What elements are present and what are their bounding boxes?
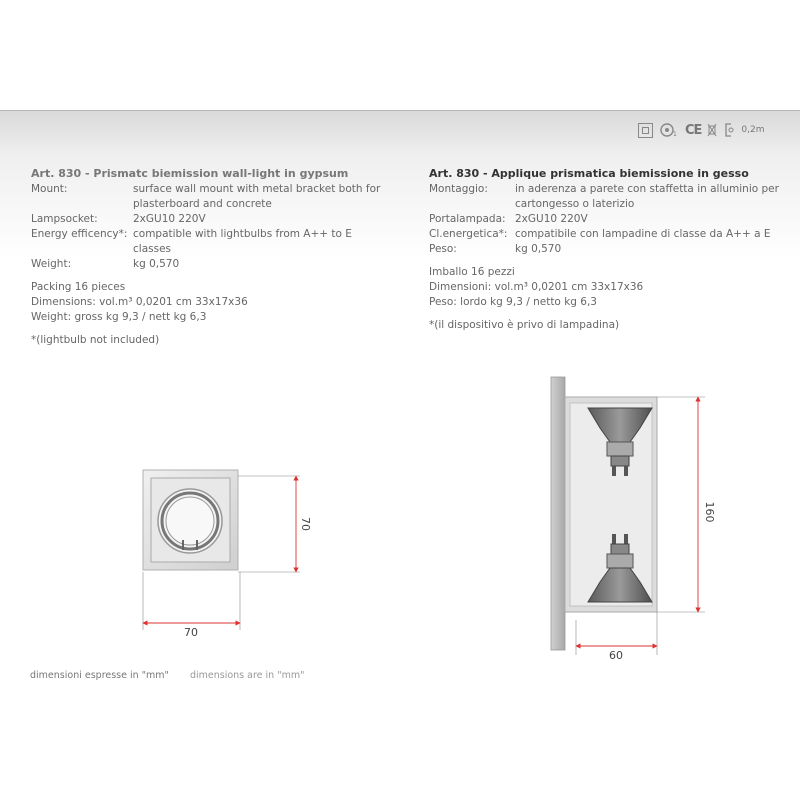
spec-value: kg 0,570	[133, 258, 180, 270]
spec-label: Portalampada:	[429, 213, 506, 225]
spec-label: Montaggio:	[429, 183, 488, 195]
side-depth-label: 60	[609, 649, 623, 662]
spec-value: compatibile con lampadine di classe da A++ a E	[515, 228, 771, 240]
front-view-drawing	[143, 470, 312, 639]
spec-label: Cl.energetica*:	[429, 228, 508, 240]
dimensions-text: Dimensioni: vol.m³ 0,0201 cm 33x17x36	[429, 281, 644, 293]
front-height-label: 70	[299, 517, 312, 531]
spec-label: Peso:	[429, 243, 457, 255]
side-view-drawing	[551, 377, 716, 662]
packing-text: Imballo 16 pezzi	[429, 266, 515, 278]
product-title-it: Art. 830 - Applique prismatica biemissione in gesso	[429, 167, 749, 180]
svg-text:1: 1	[673, 131, 677, 138]
units-note-it: dimensioni espresse in "mm"	[30, 670, 169, 681]
product-title-en: Art. 830 - Prismatc biemission wall-light in gypsum	[31, 167, 349, 180]
dimensions-text: Dimensions: vol.m³ 0,0201 cm 33x17x36	[31, 296, 248, 308]
spec-value: in aderenza a parete con staffetta in alluminio per cartongesso o laterizio	[515, 183, 779, 210]
spec-value: kg 0,570	[515, 243, 562, 255]
note-text: *(il dispositivo è privo di lampadina)	[429, 319, 620, 331]
weight-text: Weight: gross kg 9,3 / nett kg 6,3	[31, 311, 207, 323]
units-note-en: dimensions are in "mm"	[189, 670, 305, 681]
spec-label: Lampsocket:	[31, 213, 98, 225]
note-text: *(lightbulb not included)	[31, 334, 160, 346]
spec-label: Energy efficency*:	[31, 228, 128, 240]
ce-mark-icon: CE	[685, 122, 702, 138]
front-width-label: 70	[184, 626, 198, 639]
spec-value: 2xGU10 220V	[515, 213, 588, 225]
spec-value: 2xGU10 220V	[133, 213, 206, 225]
dimension-units-note	[30, 670, 322, 681]
spec-value: surface wall mount with metal bracket both for plasterboard and concrete	[133, 183, 381, 210]
side-height-label: 160	[703, 501, 716, 523]
min-distance-label: 0,2m	[741, 124, 765, 135]
packing-text: Packing 16 pieces	[31, 281, 126, 293]
spec-value: compatible with lightbulbs from A++ to E classes	[133, 228, 352, 255]
spec-label: Weight:	[31, 258, 72, 270]
spec-label: Mount:	[31, 183, 68, 195]
weight-text: Peso: lordo kg 9,3 / netto kg 6,3	[429, 296, 597, 308]
